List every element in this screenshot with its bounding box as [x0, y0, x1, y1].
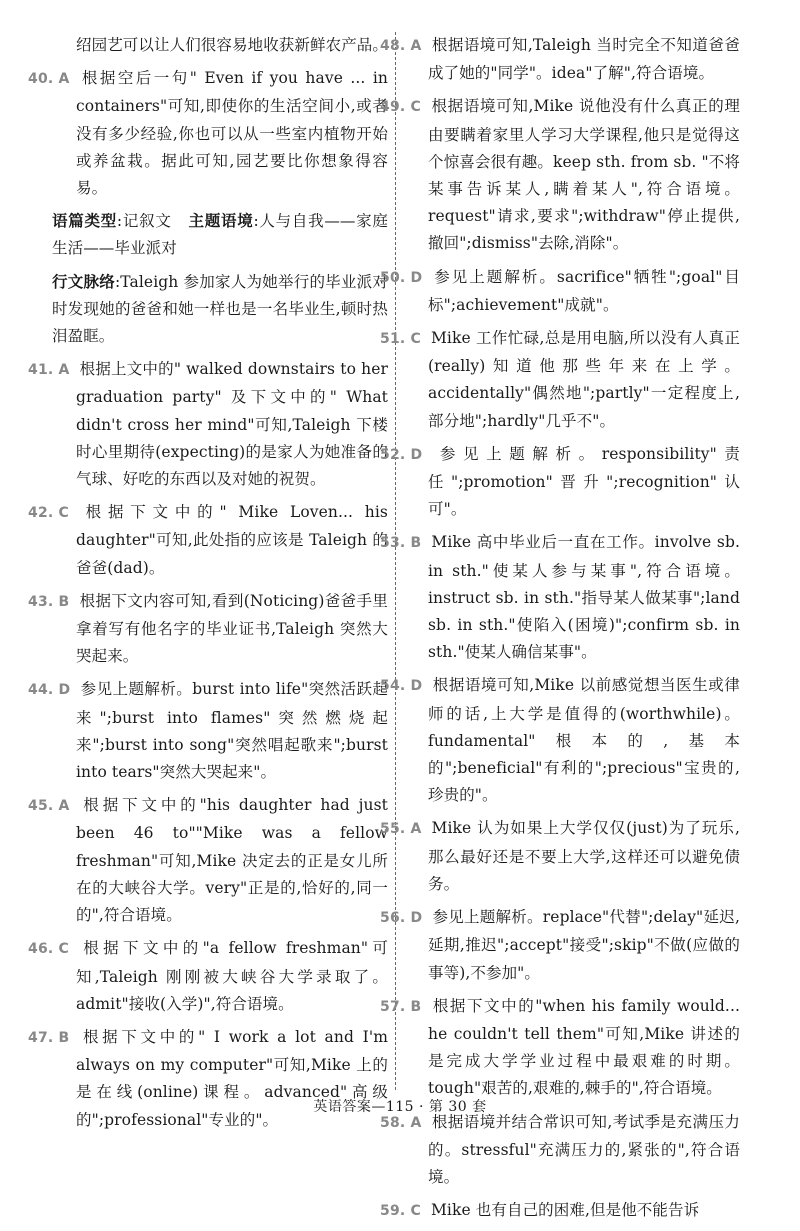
answer-text: Mike 高中毕业后一直在工作。involve sb. in sth."使某人参与某事",符合语境。instruct sb. in sth."指导某人做某事";land sb. in sth."使陷入(困境)";confirm sb. in sth."使某人确信某事"。	[428, 533, 740, 662]
flow-section	[52, 269, 388, 351]
answer-item-59	[380, 1197, 740, 1225]
answer-item-47	[28, 1024, 388, 1134]
answer-text: 根据语境可知,Mike 以前感觉想当医生或律师的话,上大学是值得的(worthwhile)。fundamental"根本的,基本的";beneficial"有利的";precious"宝贵的,珍贵的"。	[428, 676, 740, 805]
answer-item-48	[380, 32, 740, 87]
answer-number: 51. C	[380, 331, 421, 348]
answer-text: 根据下文中的"a fellow freshman"可知,Taleigh 刚刚被大峡谷大学录取了。admit"接收(入学)",符合语境。	[76, 939, 388, 1013]
answer-number: 59. C	[380, 1203, 421, 1220]
answer-number: 52. D	[380, 446, 423, 463]
answer-item-53	[380, 529, 740, 666]
answer-number: 55. A	[380, 821, 422, 838]
answer-text: 根据上文中的" walked downstairs to her graduation party" 及下文中的" What didn't cross her mind"可知,Taleigh 下楼时心里期待(expecting)的是家人为她准备的气球、好吃的东西以及对她的祝贺。	[76, 360, 388, 489]
answer-number: 54. D	[380, 678, 423, 695]
flow-label: 行文脉络	[52, 272, 115, 291]
answer-text: 根据空后一句" Even if you have ... in containers"可知,即使你的生活空间小,或者没有多少经验,你也可以从一些室内植物开始或养盆栽。据此可知,园艺要比你想象得容易。	[76, 69, 388, 198]
answer-item-58	[380, 1109, 740, 1192]
answer-item-46	[28, 935, 388, 1018]
answer-text: 根据下文内容可知,看到(Noticing)爸爸手里拿着写有他名字的毕业证书,Taleigh 突然大哭起来。	[76, 591, 388, 666]
flow-value: :Taleigh 参加家人为她举行的毕业派对时发现她的爸爸和她一样也是一名毕业生,顿时热泪盈眶。	[52, 272, 389, 346]
answer-number: 47. B	[28, 1029, 70, 1046]
answer-number: 58. A	[380, 1114, 422, 1131]
answer-text: 根据下文中的" Mike Loven... his daughter"可知,此处指的应该是 Taleigh 的爸爸(dad)。	[76, 503, 388, 577]
answer-number: 45. A	[28, 798, 70, 815]
answer-text: 参见上题解析。responsibility"责任";promotion"晋升";recognition"认可"。	[428, 444, 740, 519]
answer-number: 50. D	[380, 269, 423, 286]
answer-number: 40. A	[28, 71, 70, 88]
answer-number: 41. A	[28, 362, 70, 379]
answer-item-44	[28, 676, 388, 786]
answer-number: 46. C	[28, 941, 69, 958]
answer-item-40	[28, 65, 388, 202]
answer-item-56	[380, 904, 740, 987]
answer-item-57	[380, 993, 740, 1103]
answer-text: 根据语境可知,Taleigh 当时完全不知道爸爸成了她的"同学"。idea"了解",符合语境。	[428, 36, 740, 83]
answer-text: Mike 也有自己的困难,但是他不能告诉	[430, 1201, 700, 1220]
answer-text: Mike 工作忙碌,总是用电脑,所以没有人真正(really)知道他那些年来在上学。accidentally"偶然地";partly"一定程度上,部分地";hardly"几乎不"。	[428, 329, 740, 430]
answer-text: 根据语境可知,Mike 说他没有什么真正的理由要瞒着家里人学习大学课程,他只是觉得这个惊喜会很有趣。keep sth. from sb. "不将某事告诉某人,瞒着某人",符合语境。request"请求,要求";withdraw"停止提供,撤回";dismiss"去除,消除"。	[428, 97, 740, 253]
answer-item-51	[380, 325, 740, 435]
answer-item-49	[380, 93, 740, 257]
answer-text: 根据下文中的"his daughter had just been 46 to""Mike was a fellow freshman"可知,Mike 决定去的正是女儿所在的大峡谷大学。very"正是的,恰好的,同一的",符合语境。	[76, 796, 388, 925]
theme-value: :人与自我——家庭生活——毕业派对	[52, 212, 388, 258]
answer-number: 56. D	[380, 910, 423, 927]
answer-text: 参见上题解析。sacrifice"牺牲";goal"目标";achievement"成就"。	[428, 267, 740, 314]
answer-item-50	[380, 264, 740, 319]
answer-item-55	[380, 815, 740, 898]
answer-number: 57. B	[380, 998, 422, 1015]
answer-number: 43. B	[28, 593, 70, 610]
page-footer: 英语答案—115 · 第 30 套	[313, 1099, 487, 1115]
answer-number: 48. A	[380, 38, 422, 54]
answer-number: 44. D	[28, 682, 71, 699]
answer-item-43	[28, 588, 388, 671]
passage-type-label: 语篇类型	[52, 212, 117, 231]
answer-number: 53. B	[380, 535, 422, 552]
answer-number: 49. C	[380, 99, 421, 116]
answer-text: 参见上题解析。replace"代替";delay"延迟,延期,推迟";accept"接受";skip"不做(应做的事等),不参加"。	[428, 908, 740, 982]
answer-item-41	[28, 356, 388, 493]
passage-type-section	[52, 208, 388, 262]
answer-item-52	[380, 441, 740, 524]
answer-number: 42. C	[28, 505, 69, 522]
passage-type-value: :记叙文	[116, 212, 172, 231]
theme-label: 主题语境	[188, 212, 254, 231]
answer-text: 根据下文中的"when his family would... he couldn't tell them"可知,Mike 讲述的是完成大学学业过程中最艰难的时期。tough"艰苦的,艰难的,棘手的",符合语境。	[428, 996, 740, 1098]
answer-text: 根据语境并结合常识可知,考试季是充满压力的。stressful"充满压力的,紧张的",符合语境。	[428, 1112, 740, 1186]
answer-text: 根据下文中的" I work a lot and I'm always on my computer"可知,Mike 上的是在线(online)课程。advanced"高级的";professional"专业的"。	[76, 1027, 388, 1129]
left-column	[28, 32, 389, 1140]
answer-item-45	[28, 792, 388, 929]
intro-continuation: 绍园艺可以让人们很容易地收获新鲜农产品。	[76, 36, 389, 54]
answer-item-42	[28, 499, 388, 582]
answer-item-54	[380, 672, 740, 809]
answer-text: 参见上题解析。burst into life"突然活跃起来";burst into flames"突然燃烧起来";burst into song"突然唱起歌来";burst into tears"突然大哭起来"。	[76, 680, 388, 782]
answer-text: Mike 认为如果上大学仅仅(just)为了玩乐,那么最好还是不要上大学,这样还可以避免债务。	[428, 819, 740, 893]
